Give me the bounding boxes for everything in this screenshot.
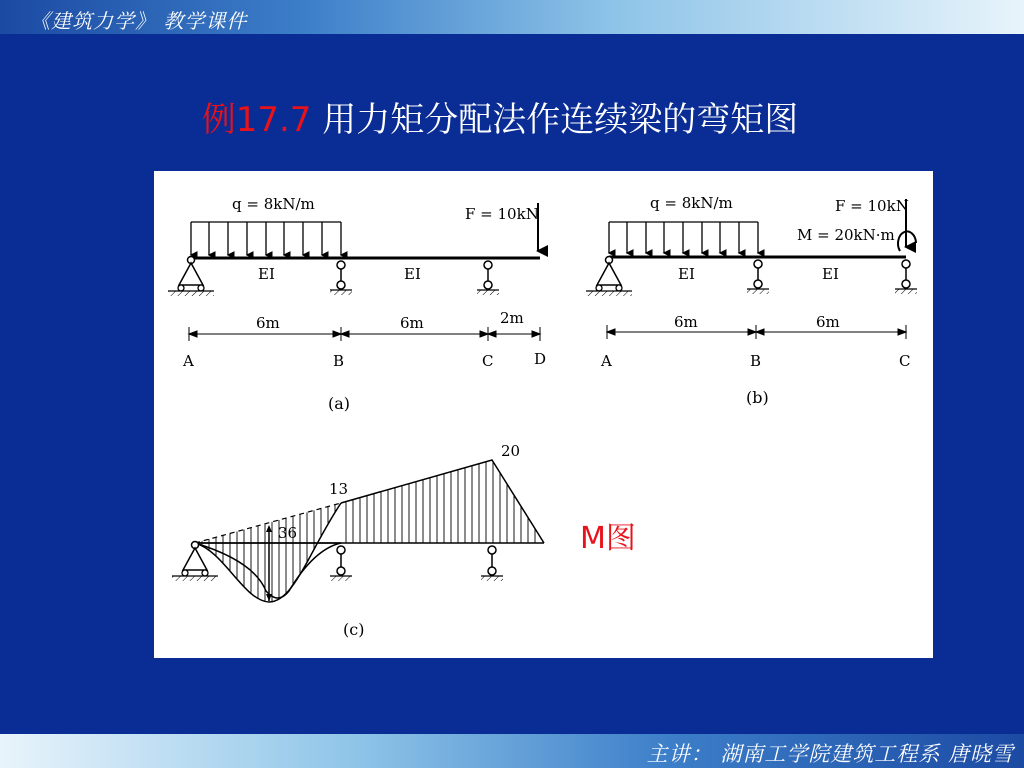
roller-support-b-a [330,261,352,295]
point-label-b-b: B [750,352,762,370]
diagram-a [168,195,546,413]
beam-diagrams [154,171,933,658]
pin-support-a-c [172,542,218,582]
diagram-c [172,442,636,639]
roller-support-c-a [477,261,499,295]
point-label-d-a: D [534,350,547,368]
point-label-a-a: A [183,352,194,370]
dim-label-a3: 2m [500,309,524,327]
roller-support-c-c [481,546,503,581]
load-m-label-b: M = 20kN·m [797,226,895,244]
roller-support-b-b [747,260,769,294]
caption-b: (b) [746,388,769,407]
top-banner [0,0,1024,34]
dashed-reference-line [195,503,341,543]
point-label-c-b: C [899,352,911,370]
distributed-load-arrows-a [191,222,341,255]
dim-label-a1: 6m [256,314,280,332]
value-label-20: 20 [501,442,521,460]
dimension-line-b [607,325,906,339]
pin-support-a [168,257,214,297]
caption-c: (c) [343,620,365,639]
ei-label-a2: EI [404,265,421,283]
ei-label-b1: EI [678,265,695,283]
presenter-credit: 主讲： 湖南工学院建筑工程系 唐晓雪 [646,742,1014,766]
load-f-label-b: F = 10kN [835,197,909,215]
moment-curve-ab [195,543,341,598]
roller-support-c-b [895,260,917,294]
dim-label-a2: 6m [400,314,424,332]
distributed-load-arrows-b [609,222,758,253]
dim-label-b1: 6m [674,313,698,331]
moment-curve-main [195,503,341,602]
example-title-text: 用力矩分配法作连续梁的弯矩图 [322,100,799,140]
value-label-36: 36 [278,524,298,542]
ei-label-a1: EI [258,265,275,283]
point-label-a-b: A [601,352,612,370]
point-label-c-a: C [482,352,494,370]
bottom-banner [0,734,1024,768]
load-f-label-a: F = 10kN [465,205,539,223]
example-number: 例17.7 [201,100,312,140]
load-q-label-b: q = 8kN/m [650,194,733,212]
diagram-b [586,194,917,407]
roller-support-b-c [330,546,352,581]
dim-label-b2: 6m [816,313,840,331]
moment-diagram-label: M图 [580,521,636,556]
slide-title [0,92,1000,141]
caption-a: (a) [328,394,351,413]
figure-panel [154,171,933,658]
point-label-b-a: B [333,352,345,370]
pin-support-a-b [586,257,632,297]
ei-label-b2: EI [822,265,839,283]
course-title: 《建筑力学》 教学课件 [30,9,248,33]
moment-arc-b [898,231,916,251]
dimension-line-a [189,327,540,341]
value-label-13: 13 [329,480,349,498]
load-q-label-a: q = 8kN/m [232,195,315,213]
